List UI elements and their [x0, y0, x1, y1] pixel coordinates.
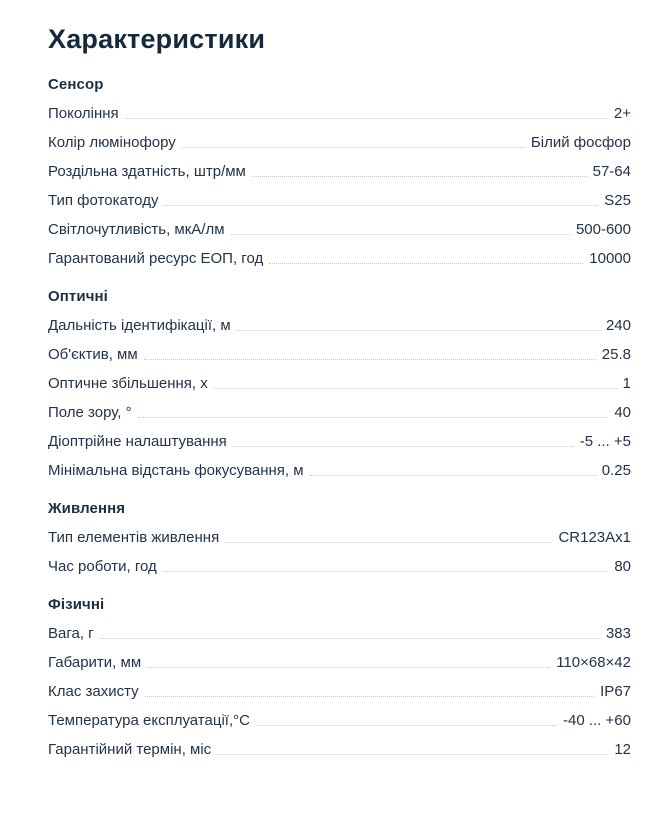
spec-value: -5 ... +5 — [579, 433, 631, 450]
spec-row — [48, 192, 631, 210]
spec-value: S25 — [604, 192, 631, 209]
spec-label: Дальність ідентифікації, м — [48, 317, 231, 334]
spec-row — [48, 163, 631, 181]
spec-label: Діоптрійне налаштування — [48, 433, 227, 450]
dotted-leader — [256, 725, 557, 726]
spec-value: Білий фосфор — [530, 134, 631, 151]
spec-label: Поле зору, ° — [48, 404, 132, 421]
spec-label: Колір люмінофору — [48, 134, 176, 151]
spec-row — [48, 683, 631, 701]
spec-value: 500-600 — [575, 221, 631, 238]
dotted-leader — [163, 571, 609, 572]
spec-value: 57-64 — [592, 163, 631, 180]
section-title: Оптичні — [48, 288, 108, 305]
spec-label: Роздільна здатність, штр/мм — [48, 163, 246, 180]
spec-label: Вага, г — [48, 625, 94, 642]
section-sensor — [48, 76, 631, 268]
spec-value: 110×68×42 — [556, 654, 631, 671]
spec-label: Клас захисту — [48, 683, 139, 700]
dotted-leader — [217, 754, 608, 755]
spec-row — [48, 529, 631, 547]
dotted-leader — [231, 234, 570, 235]
dotted-leader — [100, 638, 600, 639]
dotted-leader — [144, 359, 596, 360]
spec-value: CR123Ax1 — [558, 529, 631, 546]
dotted-leader — [252, 176, 587, 177]
spec-value: -40 ... +60 — [563, 712, 631, 729]
spec-label: Світлочутливість, мкА/лм — [48, 221, 225, 238]
dotted-leader — [237, 330, 600, 331]
spec-row — [48, 375, 631, 393]
spec-label: Об'єктив, мм — [48, 346, 138, 363]
dotted-leader — [164, 205, 598, 206]
dotted-leader — [138, 417, 609, 418]
spec-row — [48, 558, 631, 576]
spec-value: 2+ — [613, 105, 631, 122]
spec-row — [48, 134, 631, 152]
spec-label: Тип фотокатоду — [48, 192, 159, 209]
spec-row — [48, 346, 631, 364]
dotted-leader — [310, 475, 596, 476]
spec-value: 1 — [622, 375, 631, 392]
spec-label: Габарити, мм — [48, 654, 142, 671]
spec-value: 383 — [605, 625, 631, 642]
section-title: Сенсор — [48, 76, 104, 93]
spec-value: 40 — [614, 404, 631, 421]
dotted-leader — [233, 446, 574, 447]
section-title: Живлення — [48, 500, 126, 517]
spec-row — [48, 221, 631, 239]
spec-label: Оптичне збільшення, х — [48, 375, 208, 392]
spec-row — [48, 250, 631, 268]
spec-label: Покоління — [48, 105, 119, 122]
spec-row — [48, 654, 631, 672]
spec-label: Гарантований ресурс ЕОП, год — [48, 250, 264, 267]
spec-value: IP67 — [600, 683, 631, 700]
spec-row — [48, 462, 631, 480]
spec-value: 80 — [614, 558, 631, 575]
spec-row — [48, 741, 631, 759]
dotted-leader — [269, 263, 583, 264]
section-optical — [48, 288, 631, 480]
dotted-leader — [225, 542, 552, 543]
spec-label: Мінімальна відстань фокусування, м — [48, 462, 304, 479]
spec-row — [48, 105, 631, 123]
section-title: Фізичні — [48, 596, 105, 613]
spec-label: Тип елементів живлення — [48, 529, 220, 546]
spec-row — [48, 404, 631, 422]
spec-value: 10000 — [589, 250, 631, 267]
spec-label: Гарантійний термін, міс — [48, 741, 212, 758]
spec-row — [48, 433, 631, 451]
spec-row — [48, 712, 631, 730]
spec-row — [48, 317, 631, 335]
spec-label: Температура експлуатації,°С — [48, 712, 250, 729]
dotted-leader — [125, 118, 608, 119]
dotted-leader — [147, 667, 550, 668]
dotted-leader — [182, 147, 525, 148]
spec-label: Час роботи, год — [48, 558, 157, 575]
spec-value: 12 — [614, 741, 631, 758]
spec-value: 240 — [605, 317, 631, 334]
section-physical — [48, 596, 631, 759]
dotted-leader — [145, 696, 595, 697]
section-power — [48, 500, 631, 576]
page-title: Характеристики — [48, 24, 266, 54]
spec-row — [48, 625, 631, 643]
spec-value: 25.8 — [601, 346, 631, 363]
spec-value: 0.25 — [601, 462, 631, 479]
dotted-leader — [214, 388, 617, 389]
